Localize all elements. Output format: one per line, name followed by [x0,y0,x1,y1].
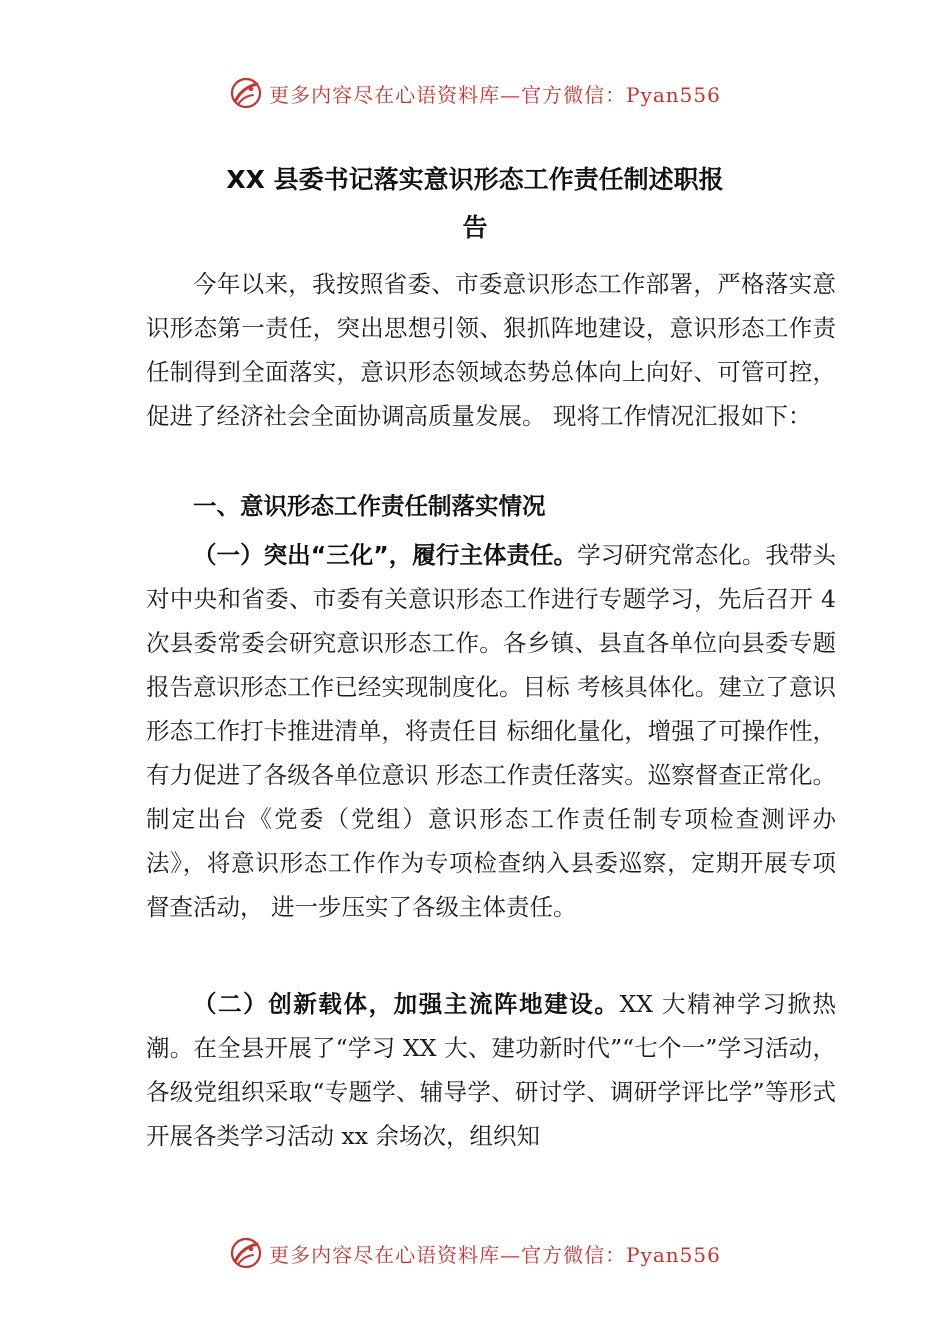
brush-seal-logo-icon [229,1236,263,1270]
subsection2-body: XX 大精神学习掀热潮。在全县开展了“学习 XX 大、建功新时代”“七个一”学习活动，各级党组织采取“专题学、辅导学、研讨学、调研学评比学”等形式开展各类学习活动 xx 余场次，组织知 [146,990,837,1150]
subsection2-lead: （二）创新载体，加强主流阵地建设。 [193,990,620,1018]
document-title-line1: XX 县委书记落实意识形态工作责任制述职报 [226,165,724,194]
subsection2-paragraph [146,982,836,1158]
section1-heading: 一、意识形态工作责任制落实情况 [193,492,546,520]
banner-text: 更多内容尽在心语资料库—官方微信：Pyan556 [269,1242,721,1267]
brush-seal-logo-icon [229,76,263,110]
footer-banner [0,1230,950,1276]
subsection1-body: 学习研究常态化。我带头对中央和省委、市委有关意识形态工作进行专题学习，先后召开 4 次县委常委会研究意识形态工作。各乡镇、县直各单位向县委专题报告意识形态工作已经实现制度化。目标 考核具体化。建立了意识形态工作打卡推进清单，将责任目 标细化量化，增强了可操作性，有力促进了各级各单位意识 形态工作责任落实。巡察督查正常化。制定出台《党委（党组）意识形态工作责任制专项检查测评办法》，将意识形态工作作为专项检查纳入县委巡察，定期开展专项督查活动， 进一步压实了各级主体责任。 [146,541,837,921]
intro-paragraph: 今年以来，我按照省委、市委意识形态工作部署，严格落实意识形态第一责任，突出思想引领、狠抓阵地建设，意识形态工作责任制得到全面落实，意识形态领域态势总体向上向好、可管可控，促进了经济社会全面协调高质量发展。 现将工作情况汇报如下： [146,270,836,430]
subsection1-paragraph [146,533,836,929]
header-banner [0,70,950,116]
document-title-line2: 告 [462,213,488,242]
subsection1-lead: （一）突出“三化”，履行主体责任。 [193,541,578,569]
banner-text: 更多内容尽在心语资料库—官方微信：Pyan556 [269,82,721,107]
